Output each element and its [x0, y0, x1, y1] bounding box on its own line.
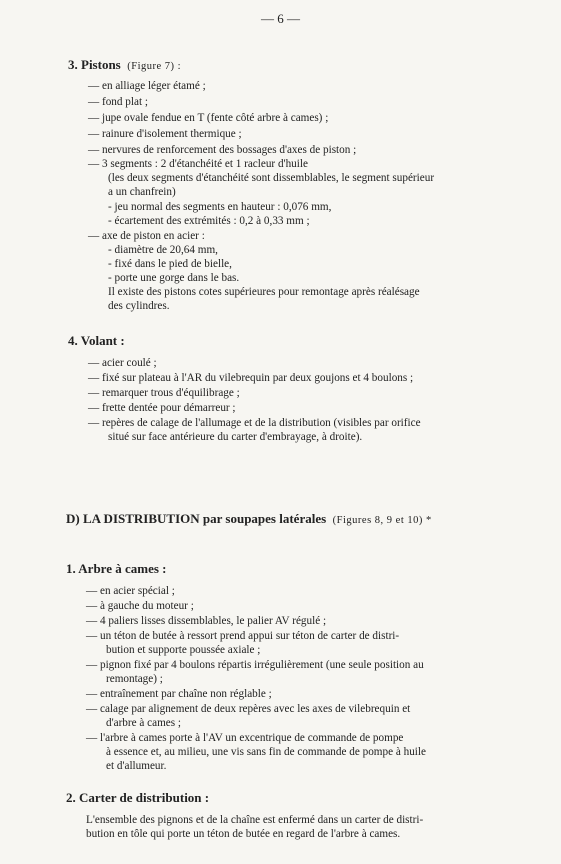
section-2-heading: 2. Carter de distribution : [66, 790, 210, 805]
section-d-heading [66, 511, 432, 527]
page-number: — 6 — [261, 11, 300, 26]
list-item: — acier coulé ; [88, 357, 157, 369]
section-3-heading [68, 57, 181, 73]
list-item: — axe de piston en acier : [88, 230, 205, 242]
list-item: — un téton de butée à ressort prend appui sur téton de carter de distri- [86, 630, 400, 642]
list-item: — fixé sur plateau à l'AR du vilebrequin par deux goujons et 4 boulons ; [88, 372, 414, 384]
section-1-heading: 1. Arbre à cames : [66, 561, 167, 576]
list-item-cont: (les deux segments d'étanchéité sont dissemblables, le segment supérieur [108, 172, 435, 184]
list-item: — l'arbre à cames porte à l'AV un excentrique de commande de pompe [86, 732, 404, 744]
list-item: — fond plat ; [88, 96, 148, 108]
section-d-figure-ref: (Figures 8, 9 et 10) * [332, 515, 432, 526]
sub-item: - fixé dans le pied de bielle, [108, 258, 232, 270]
sub-item: - diamètre de 20,64 mm, [108, 244, 218, 256]
list-item: — en alliage léger étamé ; [88, 80, 206, 92]
list-item: — calage par alignement de deux repères avec les axes de vilebrequin et [86, 703, 411, 715]
paragraph-line: des cylindres. [108, 300, 170, 312]
list-item-cont: remontage) ; [106, 673, 163, 685]
list-item: — nervures de renforcement des bossages d'axes de piston ; [88, 144, 357, 156]
paragraph-line: Il existe des pistons cotes supérieures pour remontage après réalésage [108, 286, 420, 298]
list-item: — entraînement par chaîne non réglable ; [86, 688, 272, 700]
sub-item: - écartement des extrémités : 0,2 à 0,33 mm ; [108, 215, 310, 227]
section-4-heading: 4. Volant : [68, 333, 125, 348]
list-item-cont: à essence et, au milieu, une vis sans fin de commande de pompe à huile [106, 746, 426, 758]
list-item-cont: et d'allumeur. [106, 760, 167, 772]
list-item: — pignon fixé par 4 boulons répartis irrégulièrement (une seule position au [86, 659, 424, 671]
list-item-cont: d'arbre à cames ; [106, 717, 182, 729]
section-d-title: D) LA DISTRIBUTION par soupapes latérales [66, 511, 327, 526]
list-item-cont: a un chanfrein) [108, 186, 176, 198]
section-3-title: 3. Pistons [68, 57, 121, 72]
paragraph-line: bution en tôle qui porte un téton de butée en regard de l'arbre à cames. [86, 828, 401, 840]
list-item: — en acier spécial ; [86, 585, 175, 597]
sub-item: - jeu normal des segments en hauteur : 0,076 mm, [108, 201, 332, 213]
list-item: — repères de calage de l'allumage et de la distribution (visibles par orifice [88, 417, 421, 429]
list-item: — à gauche du moteur ; [86, 600, 194, 612]
list-item-cont: bution et supporte poussée axiale ; [106, 644, 261, 656]
list-item-cont: situé sur face antérieure du carter d'embrayage, à droite). [108, 431, 363, 443]
list-item: — remarquer trous d'équilibrage ; [88, 387, 240, 399]
section-3-figure-ref: (Figure 7) : [127, 61, 182, 72]
list-item: — rainure d'isolement thermique ; [88, 128, 242, 140]
list-item: — jupe ovale fendue en T (fente côté arbre à cames) ; [88, 112, 329, 124]
list-item: — 3 segments : 2 d'étanchéité et 1 racleur d'huile [88, 158, 308, 170]
list-item: — frette dentée pour démarreur ; [88, 402, 236, 414]
sub-item: - porte une gorge dans le bas. [108, 272, 240, 284]
paragraph-line: L'ensemble des pignons et de la chaîne est enfermé dans un carter de distri- [86, 814, 424, 826]
list-item: — 4 paliers lisses dissemblables, le palier AV régulé ; [86, 615, 327, 627]
